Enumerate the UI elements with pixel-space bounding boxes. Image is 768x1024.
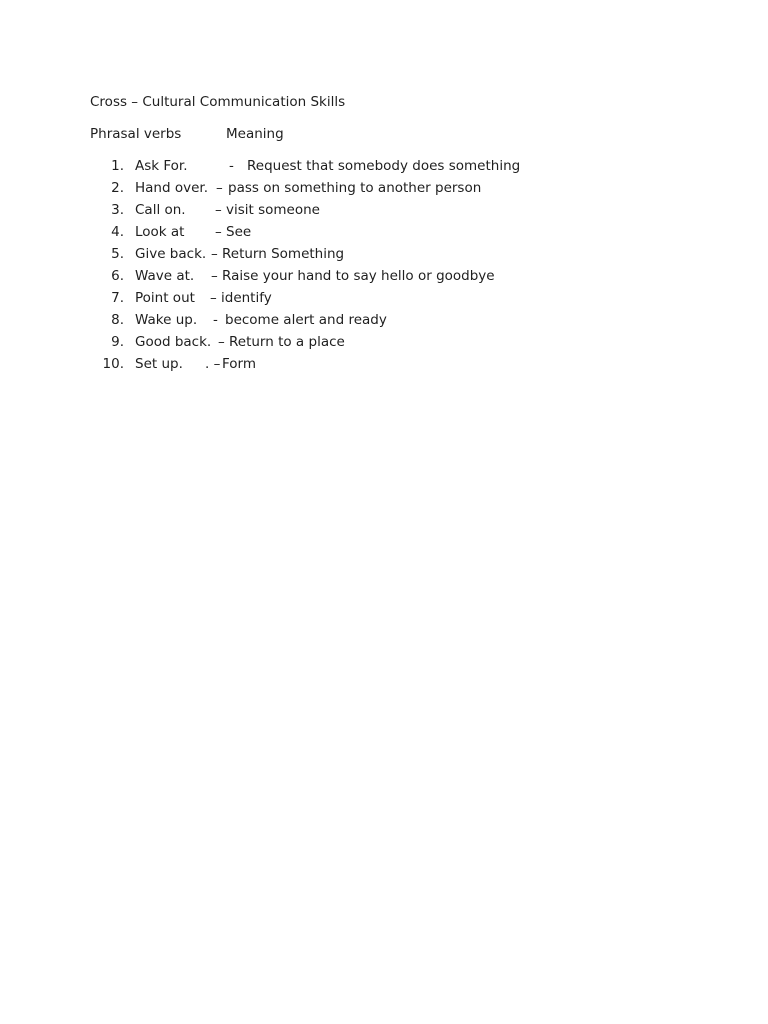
list-item-meaning: See: [226, 224, 252, 240]
list-item-meaning: Form: [222, 356, 257, 372]
list-item-meaning: identify: [221, 290, 272, 306]
column-header-phrasal-verbs: Phrasal verbs: [90, 126, 182, 142]
list-item-number: 10.: [102, 356, 124, 372]
list-item-number: 3.: [111, 202, 124, 218]
list-item-meaning: visit someone: [226, 202, 320, 218]
list-item-verb: Hand over.: [135, 180, 208, 196]
list-item-meaning: Return to a place: [229, 334, 345, 350]
list-item-separator: -: [213, 312, 218, 328]
list-item-number: 4.: [111, 224, 124, 240]
list-item-number: 6.: [111, 268, 124, 284]
list-item-number: 9.: [111, 334, 124, 350]
list-item-number: 1.: [111, 158, 124, 174]
list-item-meaning: Raise your hand to say hello or goodbye: [222, 268, 495, 284]
list-item-verb: Good back.: [135, 334, 212, 350]
list-item-meaning: pass on something to another person: [228, 180, 482, 196]
list-item-separator: –: [211, 268, 218, 284]
list-item-meaning: Request that somebody does something: [247, 158, 521, 174]
list-item-verb: Call on.: [135, 202, 186, 218]
list-item-verb: Give back.: [135, 246, 207, 262]
list-item-verb: Wake up.: [135, 312, 198, 328]
list-item-separator: –: [210, 290, 217, 306]
list-item-verb: Wave at.: [135, 268, 195, 284]
list-item-verb: Set up.: [135, 356, 183, 372]
list-item-number: 7.: [111, 290, 124, 306]
list-item-meaning: Return Something: [222, 246, 345, 262]
list-item-verb: Ask For.: [135, 158, 188, 174]
list-item-number: 5.: [111, 246, 124, 262]
list-item-verb: Look at: [135, 224, 185, 240]
list-item-verb: Point out: [135, 290, 195, 306]
list-item-number: 2.: [111, 180, 124, 196]
list-item-number: 8.: [111, 312, 124, 328]
list-item-separator: –: [211, 246, 218, 262]
list-item-separator: –: [218, 334, 225, 350]
list-item-separator: . –: [205, 356, 221, 372]
list-item-separator: –: [215, 202, 222, 218]
document-title: Cross – Cultural Communication Skills: [90, 94, 346, 110]
list-item-separator: –: [215, 224, 222, 240]
list-item-separator: -: [229, 158, 234, 174]
list-item-meaning: become alert and ready: [225, 312, 387, 328]
column-header-meaning: Meaning: [226, 126, 284, 142]
list-item-separator: –: [216, 180, 223, 196]
